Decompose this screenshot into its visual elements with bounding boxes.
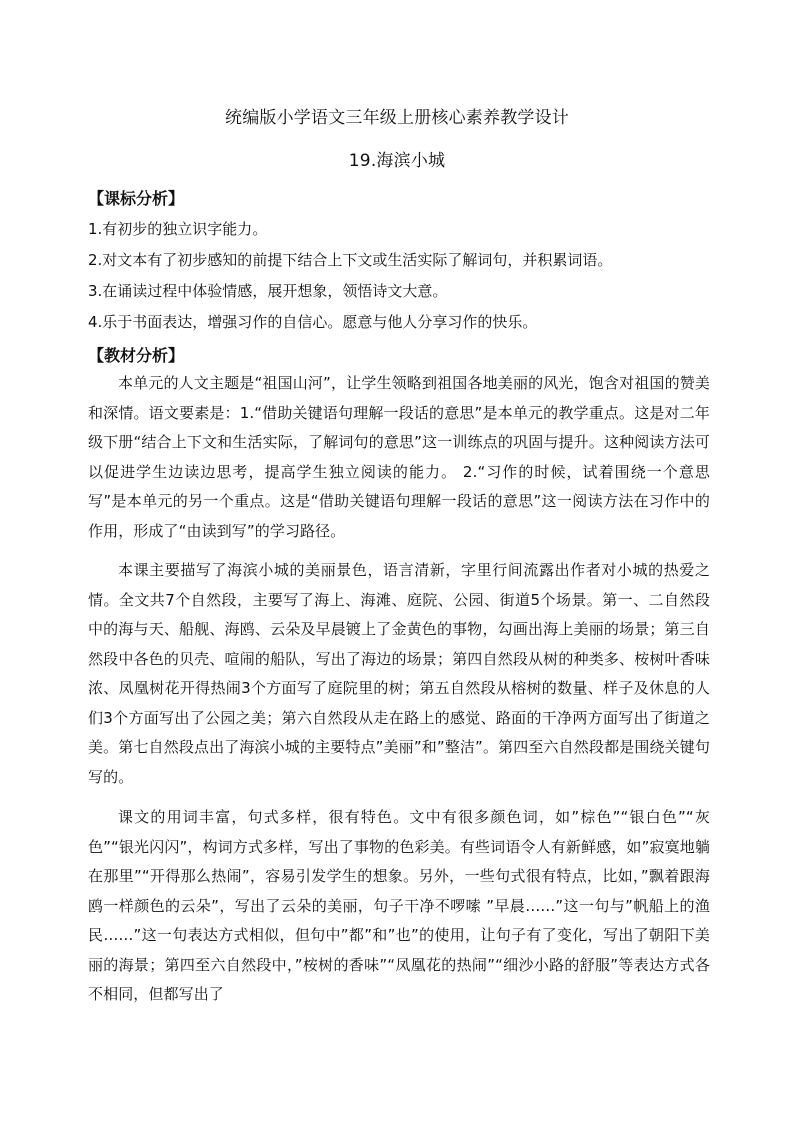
- paragraph: 本课主要描写了海滨小城的美丽景色，语言清新，字里行间流露出作者对小城的热爱之情。全文共7个自然段，主要写了海上、海滩、庭院、公园、街道5个场景。第一、二自然段中的海与天、船舰、海鸥、云朵及早晨镀上了金黄色的事物，勾画出海上美丽的场景；第三自然段中各色的贝壳、喧闹的船队，写出了海边的场景；第四自然段从树的种类多、桉树叶香味浓、凤凰树花开得热闹3个方面写了庭院里的树；第五自然段从榕树的数量、样子及休息的人们3个方面写出了公园之美；第六自然段从走在路上的感觉、路面的干净两方面写出了街道之美。第七自然段点出了海滨小城的主要特点”美丽”和”整洁”。第四至六自然段都是围绕关键句写的。: [88, 561, 710, 786]
- paragraph: 本单元的人文主题是“祖国山河”，让学生领略到祖国各地美丽的风光，饱含对祖国的赞美和深情。语文要素是：1.“借助关键语句理解一段话的意思”是本单元的教学重点。这是对二年级下册“结合上下文和生活实际，了解词句的意思”这一训练点的巩固与提升。这种阅读方法可以促进学生边读边思考，提高学生独立阅读的能力。 2.“习作的时候，试着围绕一个意思写”是本单元的另一个重点。这是“借助关键语句理解一段话的意思”这一阅读方法在习作中的作用，形成了“由读到写”的学习路径。: [88, 374, 710, 540]
- lesson-title: 19.海滨小城: [348, 151, 446, 171]
- paragraph: 课文的用词丰富，句式多样，很有特色。文中有很多颜色词，如”棕色”“银白色”“灰色”“银光闪闪”，构词方式多样，写出了事物的色彩美。有些词语令人有新鲜感，如”寂寞地躺在那里”“开得那么热闹”，容易引发学生的想象。另外，一些句式很有特点，比如，”飘着跟海鸥一样颜色的云朵”，写出了云朵的美丽，句子干净不啰嗦 ”早晨……”这一句与”帆船上的渔民……”这一句表达方式相似，但句中”都”和”也”的使用，让句子有了变化，写出了朝阳下美丽的海景；第四至六自然段中，”桉树的香味”“凤凰花的热闹”“细沙小路的舒服”等表达方式各不相同，但都写出了: [88, 808, 710, 1003]
- section-heading-textbook-analysis: 【教材分析】: [88, 346, 185, 365]
- section-heading-curriculum-analysis: 【课标分析】: [88, 189, 185, 208]
- list-item: 1.有初步的独立识字能力。: [88, 220, 268, 238]
- list-item: 2.对文本有了初步感知的前提下结合上下文或生活实际了解词句，并积累词语。: [88, 251, 613, 269]
- document-title: 统编版小学语文三年级上册核心素养教学设计: [225, 108, 569, 128]
- list-item: 4.乐于书面表达，增强习作的自信心。愿意与他人分享习作的快乐。: [88, 313, 538, 331]
- list-item: 3.在诵读过程中体验情感，展开想象，领悟诗文大意。: [88, 282, 448, 300]
